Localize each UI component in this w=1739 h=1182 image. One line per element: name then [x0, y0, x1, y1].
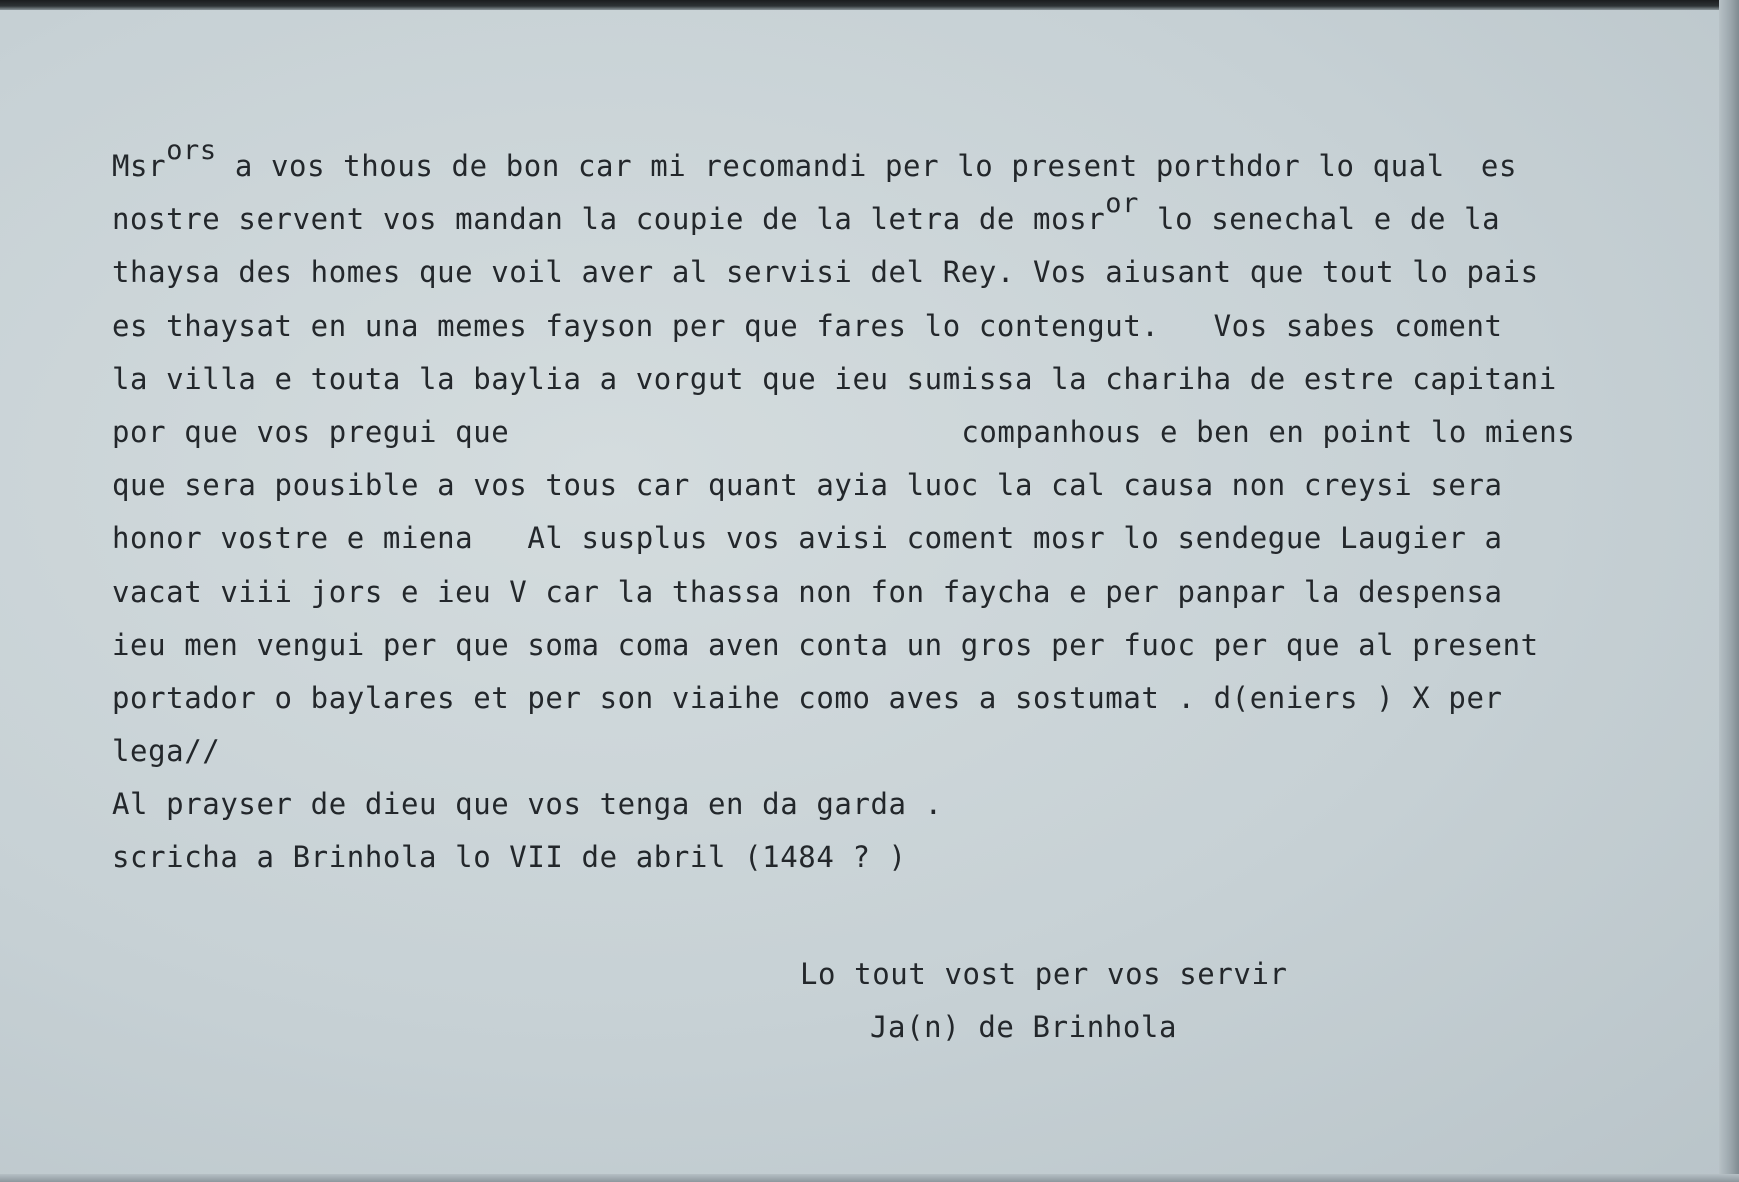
- top-dark-edge: [0, 0, 1739, 10]
- letter-line-8: honor vostre e miena Al susplus vos avisi coment mosr lo sendegue Laugier a: [112, 521, 1503, 556]
- right-shadow-edge: [1719, 0, 1739, 1182]
- letter-line-10: ieu men vengui per que soma coma aven conta un gros per fuoc per que al present: [112, 627, 1539, 662]
- letter-line-14: scricha a Brinhola lo VII de abril (1484 ? ): [112, 840, 907, 875]
- letter-line-3: thaysa des homes que voil aver al servisi del Rey. Vos aiusant que tout lo pais: [112, 255, 1539, 290]
- letter-line-2: nostre servent vos mandan la coupie de la letra de mosror lo senechal e de la: [112, 188, 1501, 237]
- superscript-ors: ors: [166, 135, 217, 166]
- letter-line-9: vacat viii jors e ieu V car la thassa non fon faycha e per panpar la despensa: [112, 574, 1503, 609]
- letter-line-13: Al prayser de dieu que vos tenga en da garda .: [112, 787, 943, 822]
- letter-line-11: portador o baylares et per son viaihe como aves a sostumat . d(eniers ) X per: [112, 680, 1503, 715]
- letter-line-6: por que vos pregui que companhous e ben en point lo miens: [112, 414, 1576, 449]
- signature-block: [800, 948, 1400, 1054]
- bottom-edge: [0, 1174, 1739, 1182]
- letter-line-12: lega//: [112, 734, 221, 769]
- letter-line-7: que sera pousible a vos tous car quant ayia luoc la cal causa non creysi sera: [112, 468, 1503, 503]
- letter-body: [112, 135, 1582, 885]
- salutation: Msr: [112, 149, 167, 183]
- superscript-or: or: [1105, 188, 1139, 220]
- closing-line: Lo tout vost per vos servir: [800, 957, 1288, 991]
- letter-line-4: es thaysat en una memes fayson per que fares lo contengut. Vos sabes coment: [112, 308, 1503, 343]
- signatory-name: Ja(n) de Brinhola: [870, 1010, 1178, 1044]
- letter-line-1: Msrors a vos thous de bon car mi recomandi per lo present porthdor lo qual es: [112, 135, 1518, 183]
- letter-line-5: la villa e touta la baylia a vorgut que ieu sumissa la chariha de estre capitani: [112, 361, 1557, 396]
